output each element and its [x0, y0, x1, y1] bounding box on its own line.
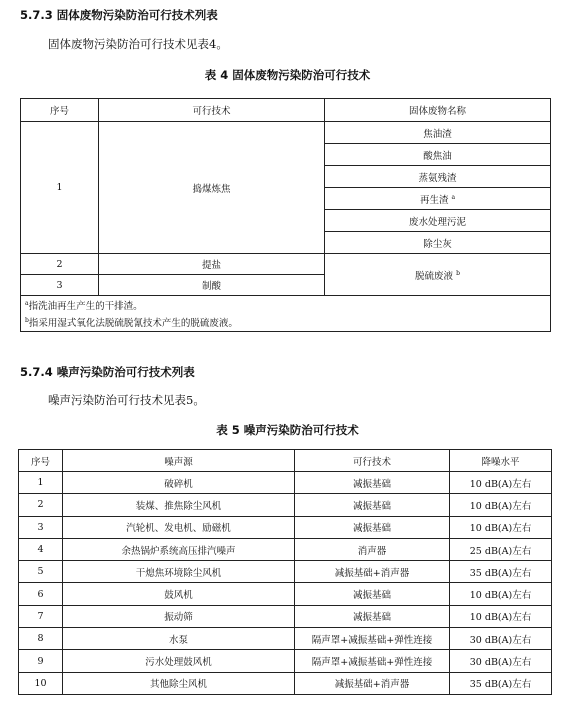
table5-cell-level: 10 dB(A)左右 [450, 583, 552, 605]
table4-header-waste: 固体废物名称 [325, 99, 551, 122]
table5-cell-source: 水泵 [63, 628, 295, 650]
table5-cell-no: 10 [19, 672, 63, 694]
table4-merged-waste [325, 254, 551, 296]
table5-cell-tech: 减振基础 [295, 605, 450, 627]
table5-body [19, 472, 552, 695]
table4-header-no: 序号 [21, 99, 99, 122]
table5-cell-source: 其他除尘风机 [63, 672, 295, 694]
section-heading-5-7-3: 5.7.3 固体废物污染防治可行技术列表 [20, 8, 218, 22]
table5-cell-no: 9 [19, 650, 63, 672]
table4 [20, 98, 551, 332]
table5-cell-tech: 隔声罩+减振基础+弹性连接 [295, 650, 450, 672]
table5-cell-level: 35 dB(A)左右 [450, 561, 552, 583]
table5-header-no: 序号 [19, 450, 63, 472]
section-heading-5-7-4: 5.7.4 噪声污染防治可行技术列表 [20, 365, 195, 379]
table5-cell-source: 干熄焦环境除尘风机 [63, 561, 295, 583]
table4-row3-no: 3 [21, 275, 99, 296]
table5-cell-tech: 减振基础 [295, 516, 450, 538]
table4-waste-6: 除尘灰 [325, 232, 551, 254]
section-intro-5-7-4: 噪声污染防治可行技术见表5。 [48, 393, 205, 407]
table5-cell-level: 30 dB(A)左右 [450, 650, 552, 672]
table-row [19, 561, 552, 583]
table4-row1-no: 1 [21, 122, 99, 254]
table-row [19, 472, 552, 494]
table4-waste-5: 废水处理污泥 [325, 210, 551, 232]
table4-row3-tech: 制酸 [99, 275, 325, 296]
table5-cell-no: 7 [19, 605, 63, 627]
table5-cell-tech: 消声器 [295, 538, 450, 560]
table4-merged-waste-text: 脱硫废液 [415, 270, 454, 282]
table-row [19, 650, 552, 672]
table4-note-b [21, 314, 551, 332]
table4-row1-tech: 捣煤炼焦 [99, 122, 325, 254]
table5-cell-source: 鼓风机 [63, 583, 295, 605]
table5-cell-source: 污水处理鼓风机 [63, 650, 295, 672]
table5-caption: 表 5 噪声污染防治可行技术 [216, 423, 359, 437]
table5-cell-tech: 减振基础+消声器 [295, 561, 450, 583]
table5-cell-level: 35 dB(A)左右 [450, 672, 552, 694]
table5-cell-no: 4 [19, 538, 63, 560]
table4-row2-no: 2 [21, 254, 99, 275]
footnote-marker-b: b [456, 269, 460, 277]
section-intro-5-7-3: 固体废物污染防治可行技术见表4。 [48, 37, 228, 51]
table-row [19, 516, 552, 538]
table5-cell-tech: 减振基础 [295, 494, 450, 516]
table4-header-tech: 可行技术 [99, 99, 325, 122]
table4-note-row-b [21, 314, 551, 332]
table4-waste-4 [325, 188, 551, 210]
table5-cell-no: 2 [19, 494, 63, 516]
table5-cell-level: 30 dB(A)左右 [450, 628, 552, 650]
note-b-marker: b [25, 317, 29, 325]
table5-cell-no: 1 [19, 472, 63, 494]
note-a-marker: a [25, 299, 29, 307]
table5-cell-tech: 减振基础 [295, 472, 450, 494]
footnote-marker-a: a [451, 193, 456, 201]
table-row [21, 122, 551, 144]
table-row [19, 628, 552, 650]
table5-cell-no: 6 [19, 583, 63, 605]
table4-note-a [21, 296, 551, 314]
table-row [19, 538, 552, 560]
table5-cell-level: 25 dB(A)左右 [450, 538, 552, 560]
table4-waste-3: 蒸氨残渣 [325, 166, 551, 188]
table4-header-row [21, 99, 551, 122]
table5-cell-source: 破碎机 [63, 472, 295, 494]
table-row [19, 605, 552, 627]
table5-header-tech: 可行技术 [295, 450, 450, 472]
table-row [21, 254, 551, 275]
table4-waste-4-text: 再生渣 [419, 194, 449, 206]
table5-cell-tech: 减振基础 [295, 583, 450, 605]
table5-cell-source: 振动筛 [63, 605, 295, 627]
table5 [18, 449, 552, 695]
note-b-text: 指采用湿式氧化法脱硫脱氰技术产生的脱硫废液。 [28, 318, 238, 330]
table5-cell-no: 5 [19, 561, 63, 583]
table5-cell-level: 10 dB(A)左右 [450, 494, 552, 516]
table5-cell-no: 3 [19, 516, 63, 538]
table5-cell-tech: 隔声罩+减振基础+弹性连接 [295, 628, 450, 650]
table4-waste-1: 焦油渣 [325, 122, 551, 144]
table4-row2-tech: 提盐 [99, 254, 325, 275]
table5-cell-source: 装煤、推焦除尘风机 [63, 494, 295, 516]
table-row [19, 583, 552, 605]
table5-cell-level: 10 dB(A)左右 [450, 605, 552, 627]
table5-cell-source: 汽轮机、发电机、励磁机 [63, 516, 295, 538]
table5-cell-no: 8 [19, 628, 63, 650]
table-row [19, 494, 552, 516]
table-row [19, 672, 552, 694]
table5-header-source: 噪声源 [63, 450, 295, 472]
table5-cell-source: 余热锅炉系统高压排汽噪声 [63, 538, 295, 560]
table5-cell-tech: 减振基础+消声器 [295, 672, 450, 694]
table5-header-level: 降噪水平 [450, 450, 552, 472]
table5-header-row [19, 450, 552, 472]
note-a-text: 指洗油再生产生的干排渣。 [28, 300, 143, 312]
table4-waste-2: 酸焦油 [325, 144, 551, 166]
table4-caption: 表 4 固体废物污染防治可行技术 [204, 68, 371, 82]
table4-note-row-a [21, 296, 551, 314]
table5-cell-level: 10 dB(A)左右 [450, 472, 552, 494]
table5-cell-level: 10 dB(A)左右 [450, 516, 552, 538]
